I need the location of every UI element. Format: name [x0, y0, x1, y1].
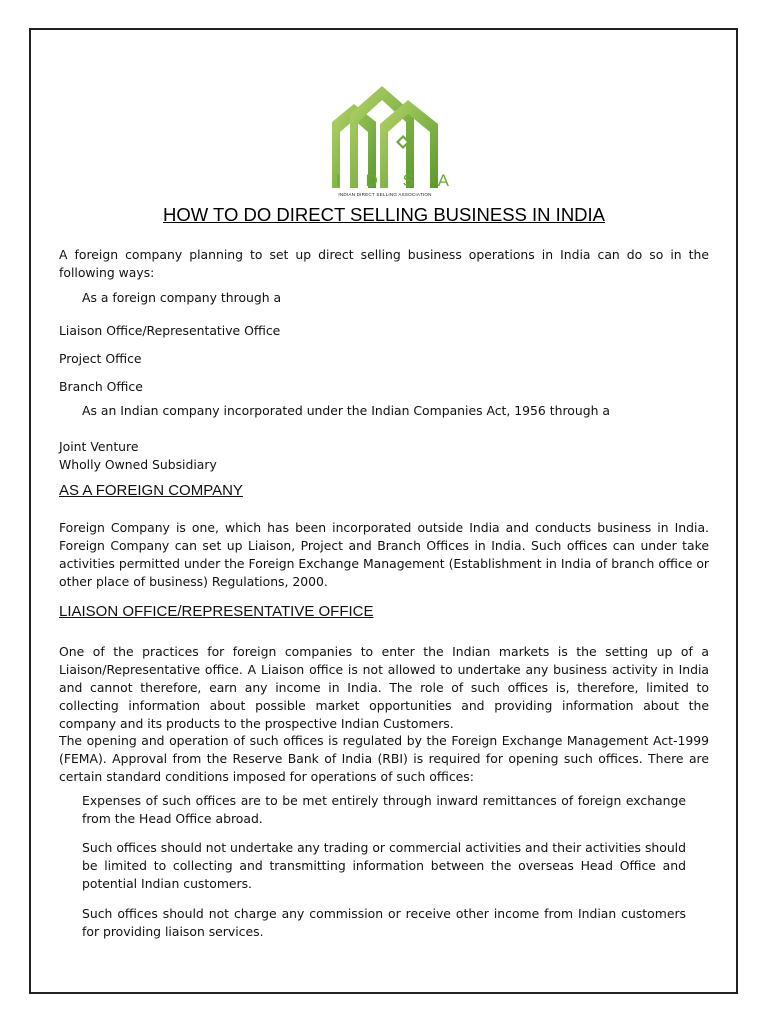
logo-letters: I D S A — [336, 171, 459, 190]
condition-item: Expenses of such offices are to be met entirely through inward remittances of foreign exchange from the Head Office abroad. — [82, 793, 686, 826]
list-item: Wholly Owned Subsidiary — [59, 457, 217, 472]
section-heading-foreign-company: AS A FOREIGN COMPANY — [59, 482, 243, 499]
condition-item: Such offices should not charge any commission or receive other income from Indian customers for providing liaison services. — [82, 906, 686, 939]
foreign-company-paragraph: Foreign Company is one, which has been incorporated outside India and conducts business in India. Foreign Company can set up Liaison, Project and Branch Offices in India. Such offices can under take activities permitted under the Foreign Exchange Management (Establishment in India of branch office or other place of business) Regulations, 2000. — [59, 520, 709, 589]
foreign-route-heading: As a foreign company through a — [82, 290, 282, 305]
indian-route-heading: As an Indian company incorporated under the Indian Companies Act, 1956 through a — [82, 403, 610, 418]
list-item: Joint Venture — [59, 439, 139, 454]
liaison-paragraph-1: One of the practices for foreign companies to enter the Indian markets is the setting up of a Liaison/Representative office. A Liaison office is not allowed to undertake any business activity in India and cannot therefore, earn any income in India. The role of such offices is, therefore, limited to collecting information about possible market opportunities and providing information about the company and its products to the prospective Indian Customers. — [59, 644, 709, 731]
list-item: Project Office — [59, 351, 142, 366]
logo-subtitle: INDIAN DIRECT SELLING ASSOCIATION — [338, 192, 432, 197]
section-heading-liaison-office: LIAISON OFFICE/REPRESENTATIVE OFFICE — [59, 603, 374, 620]
page-title: HOW TO DO DIRECT SELLING BUSINESS IN INDIA — [162, 204, 606, 225]
liaison-paragraph-2: The opening and operation of such offices is regulated by the Foreign Exchange Management Act-1999 (FEMA). Approval from the Reserve Bank of India (RBI) is required for opening such offices. There are certain standard conditions imposed for operations of such offices: — [59, 733, 709, 784]
idsa-logo — [330, 84, 459, 200]
list-item: Liaison Office/Representative Office — [59, 323, 281, 338]
condition-item: Such offices should not undertake any trading or commercial activities and their activities should be limited to collecting and transmitting information between the overseas Head Office and potential Indian customers. — [82, 840, 686, 891]
list-item: Branch Office — [59, 379, 143, 394]
idsa-house-logo-graphic — [330, 84, 459, 190]
intro-paragraph: A foreign company planning to set up direct selling business operations in India can do so in the following ways: — [59, 247, 709, 280]
